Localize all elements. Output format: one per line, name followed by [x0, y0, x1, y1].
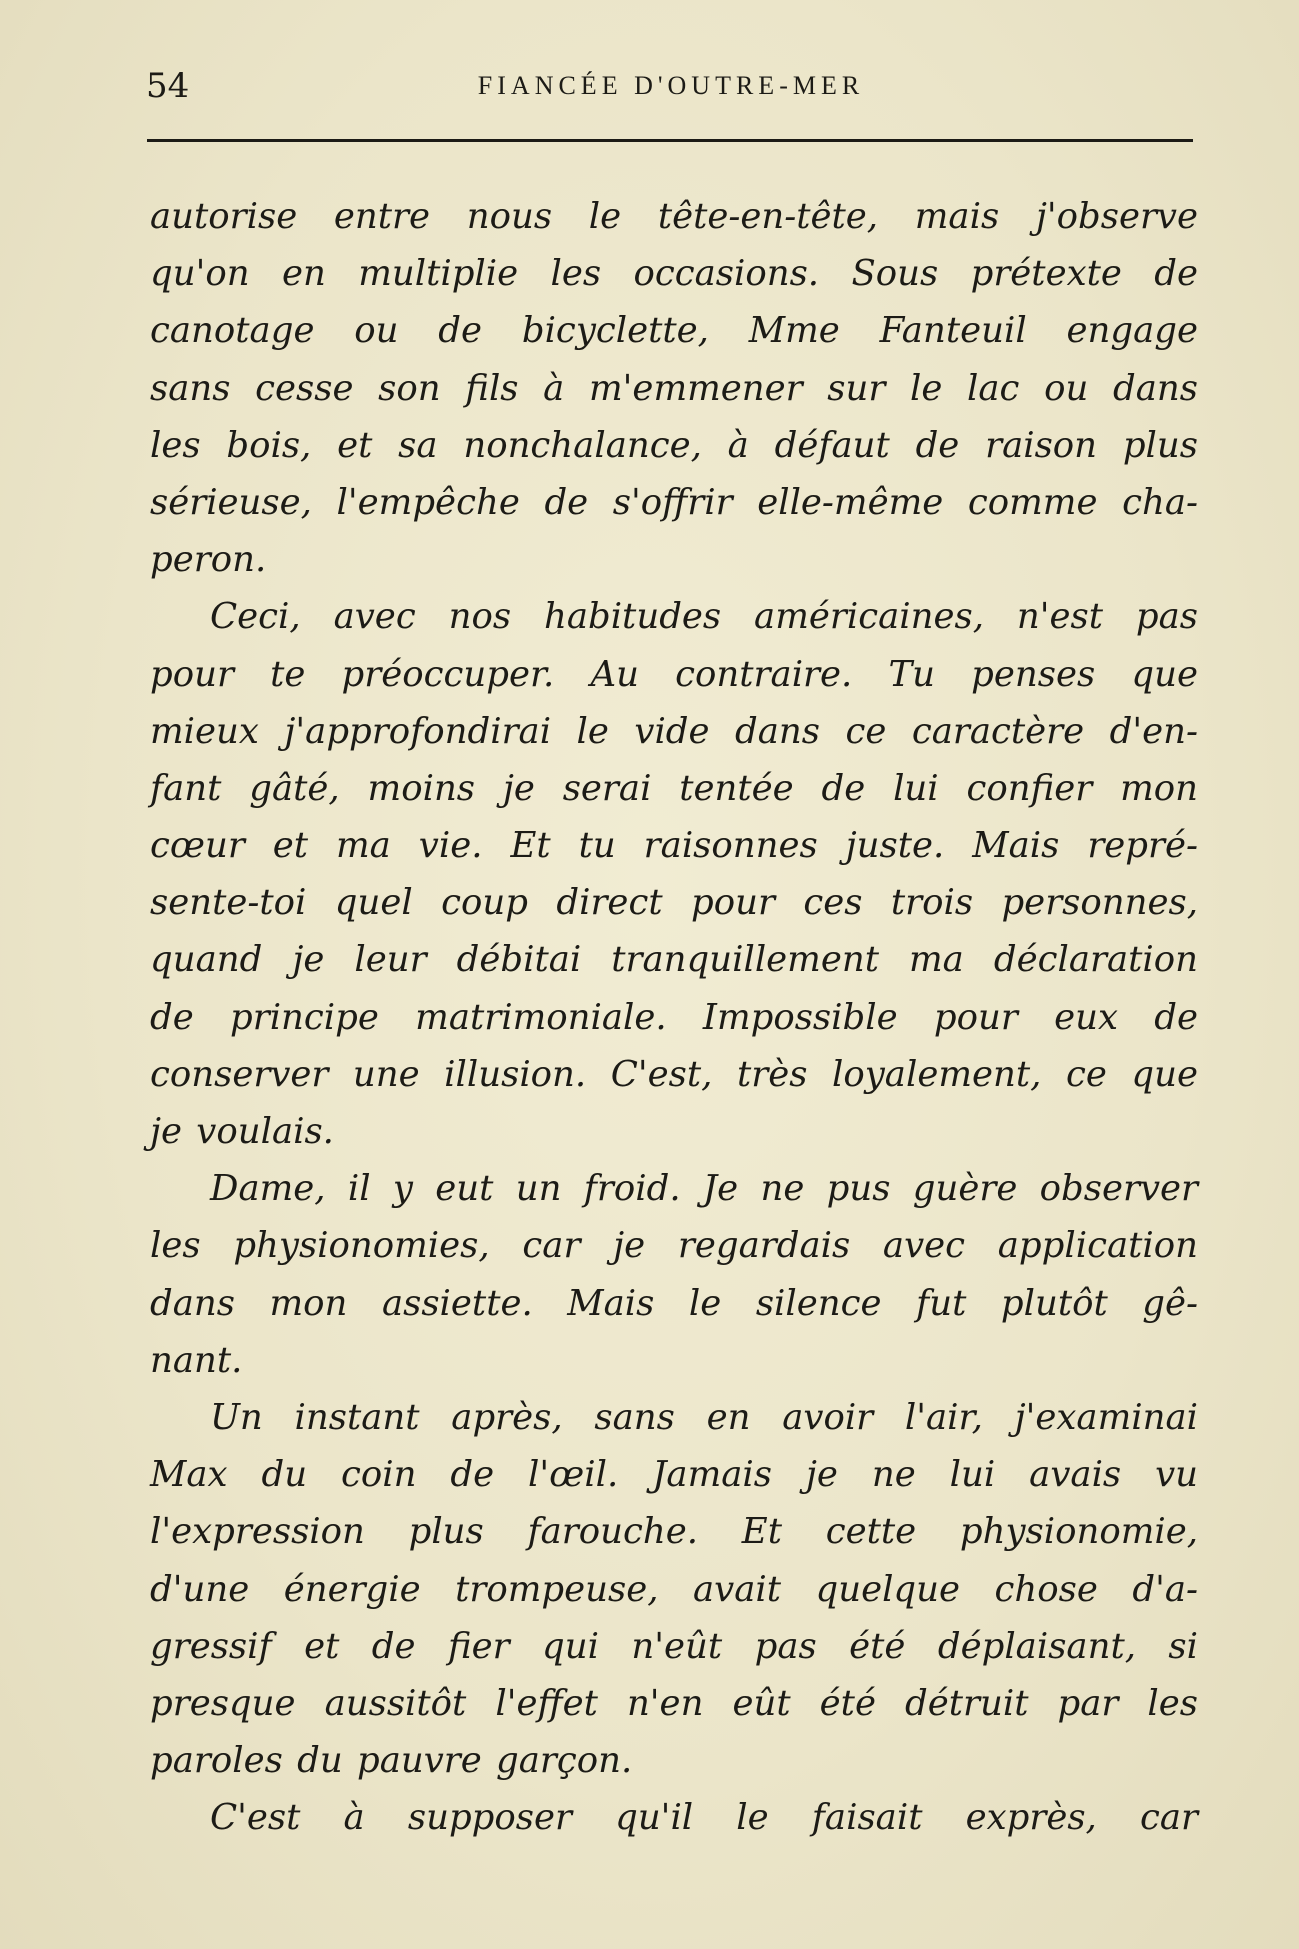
text-line: sente-toi quel coup direct pour ces trois personnes, — [150, 882, 1198, 924]
text-line: autorise entre nous le tête-en-tête, mais j'observe — [150, 196, 1198, 237]
text-line: Ceci, avec nos habitudes américaines, n'est pas — [210, 596, 1198, 638]
text-line: dans mon assiette. Mais le silence fut plutôt gê- — [150, 1282, 1198, 1324]
text-line: qu'on en multiplie les occasions. Sous prétexte de — [150, 253, 1198, 295]
text-line: Dame, il y eut un froid. Je ne pus guère observer — [210, 1168, 1198, 1210]
text-line: d'une énergie trompeuse, avait quelque chose d'a- — [150, 1568, 1198, 1610]
text-line: sans cesse son fils à m'emmener sur le lac ou dans — [150, 367, 1198, 409]
text-line: fant gâté, moins je serai tentée de lui confier mon — [150, 767, 1198, 809]
text-line: peron. — [150, 539, 267, 581]
text-line: presque aussitôt l'effet n'en eût été détruit par les — [150, 1682, 1198, 1724]
body-text — [150, 188, 1198, 1846]
text-line: gressif et de fier qui n'eût pas été déplaisant, si — [150, 1625, 1198, 1667]
text-line: C'est à supposer qu'il le faisait exprès, car — [210, 1797, 1198, 1839]
text-line: mieux j'approfondirai le vide dans ce caractère d'en- — [150, 710, 1198, 752]
text-line: conserver une illusion. C'est, très loyalement, ce que — [150, 1053, 1198, 1095]
text-line: cœur et ma vie. Et tu raisonnes juste. Mais repré- — [150, 825, 1198, 867]
page-number: 54 — [146, 66, 190, 106]
text-line: l'expression plus farouche. Et cette physionomie, — [150, 1511, 1198, 1553]
text-line: canotage ou de bicyclette, Mme Fanteuil engage — [150, 310, 1198, 352]
text-line: pour te préoccuper. Au contraire. Tu penses que — [150, 653, 1198, 695]
text-line: je voulais. — [150, 1111, 334, 1152]
text-line: paroles du pauvre garçon. — [150, 1740, 633, 1782]
header-rule — [147, 139, 1193, 142]
text-line: les physionomies, car je regardais avec application — [150, 1225, 1198, 1267]
text-line: quand je leur débitai tranquillement ma déclaration — [150, 939, 1198, 981]
text-line: sérieuse, l'empêche de s'offrir elle-même comme cha- — [150, 481, 1198, 523]
text-line: nant. — [150, 1339, 243, 1381]
text-line: Un instant après, sans en avoir l'air, j'examinai — [210, 1396, 1198, 1438]
running-head — [146, 66, 1196, 106]
text-line: Max du coin de l'œil. Jamais je ne lui avais vu — [150, 1454, 1198, 1496]
text-line: les bois, et sa nonchalance, à défaut de raison plus — [150, 424, 1198, 466]
running-title: FIANCÉE D'OUTRE-MER — [477, 71, 865, 100]
text-line: de principe matrimoniale. Impossible pour eux de — [150, 996, 1198, 1038]
